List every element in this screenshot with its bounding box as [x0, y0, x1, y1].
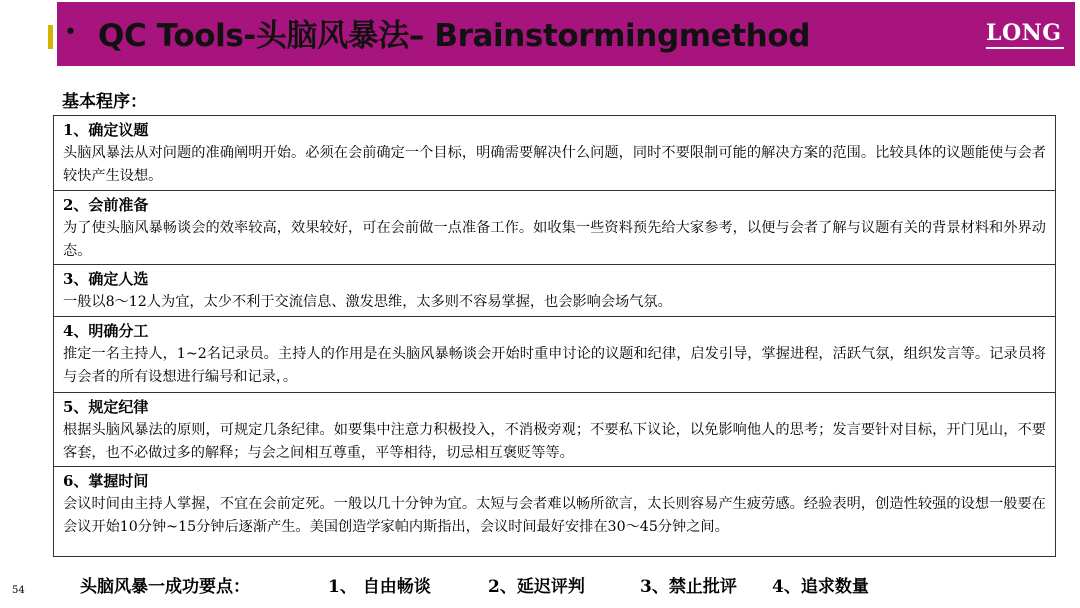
section-heading: 2、会前准备 [63, 196, 149, 214]
banner-accent-mark [48, 25, 53, 49]
footer-point-2: 2、延迟评判 [488, 577, 585, 597]
section-body: 为了使头脑风暴畅谈会的效率较高，效果较好，可在会前做一点准备工作。如收集一些资料预先给大家参考，以便与会者了解与议题有关的背景材料和外界动态。 [63, 220, 1046, 259]
section-body: 根据头脑风暴法的原则，可规定几条纪律。如要集中注意力积极投入，不消极旁观；不要私下议论，以免影响他人的思考；发言要针对目标，开门见山，不要客套，也不必做过多的解释；与会之间相互尊重，平等相待，切忌相互褒贬等等。 [63, 422, 1046, 461]
section-heading: 5、规定纪律 [63, 398, 149, 416]
section-body: 会议时间由主持人掌握，不宜在会前定死。一般以几十分钟为宜。太短与会者难以畅所欲言，太长则容易产生疲劳感。经验表明，创造性较强的设想一般要在会议开始10分钟~15分钟后逐渐产生。美国创造学家帕内斯指出，会议时间最好安排在30～45分钟之间。 [63, 496, 1046, 535]
section-6 [54, 466, 1055, 558]
section-body: 头脑风暴法从对问题的准确阐明开始。必须在会前确定一个目标，明确需要解决什么问题，同时不要限制可能的解决方案的范围。比较具体的议题能使与会者较快产生设想。 [63, 145, 1046, 184]
subheading: 基本程序： [62, 92, 147, 112]
page-title: QC Tools-头脑风暴法– Brainstormingmethod [98, 18, 811, 54]
footer-point-1: 1、 自由畅谈 [328, 577, 431, 597]
footer-point-3: 3、禁止批评 [640, 577, 737, 597]
section-body: 一般以8～12人为宜，太少不利于交流信息、激发思维，太多则不容易掌握，也会影响会场气氛。 [63, 294, 672, 310]
page-number: 54 [12, 585, 25, 596]
footer-label: 头脑风暴一成功要点： [80, 577, 250, 597]
company-logo: LONG [986, 20, 1062, 46]
procedure-box [53, 115, 1056, 557]
section-heading: 4、明确分工 [63, 322, 149, 340]
section-1 [54, 116, 1055, 190]
section-body: 推定一名主持人，1~2名记录员。主持人的作用是在头脑风暴畅谈会开始时重申讨论的议题和纪律，启发引导，掌握进程，活跃气氛，组织发言等。记录员将与会者的所有设想进行编号和记录，。 [63, 346, 1046, 385]
section-2 [54, 190, 1055, 264]
logo-underline [986, 47, 1064, 49]
section-5 [54, 392, 1055, 466]
section-3 [54, 264, 1055, 316]
section-4 [54, 316, 1055, 392]
title-bullet: • [64, 20, 77, 45]
section-heading: 3、确定人选 [63, 270, 149, 288]
section-heading: 6、掌握时间 [63, 472, 149, 490]
footer-point-4: 4、追求数量 [772, 577, 869, 597]
section-heading: 1、确定议题 [63, 121, 149, 139]
